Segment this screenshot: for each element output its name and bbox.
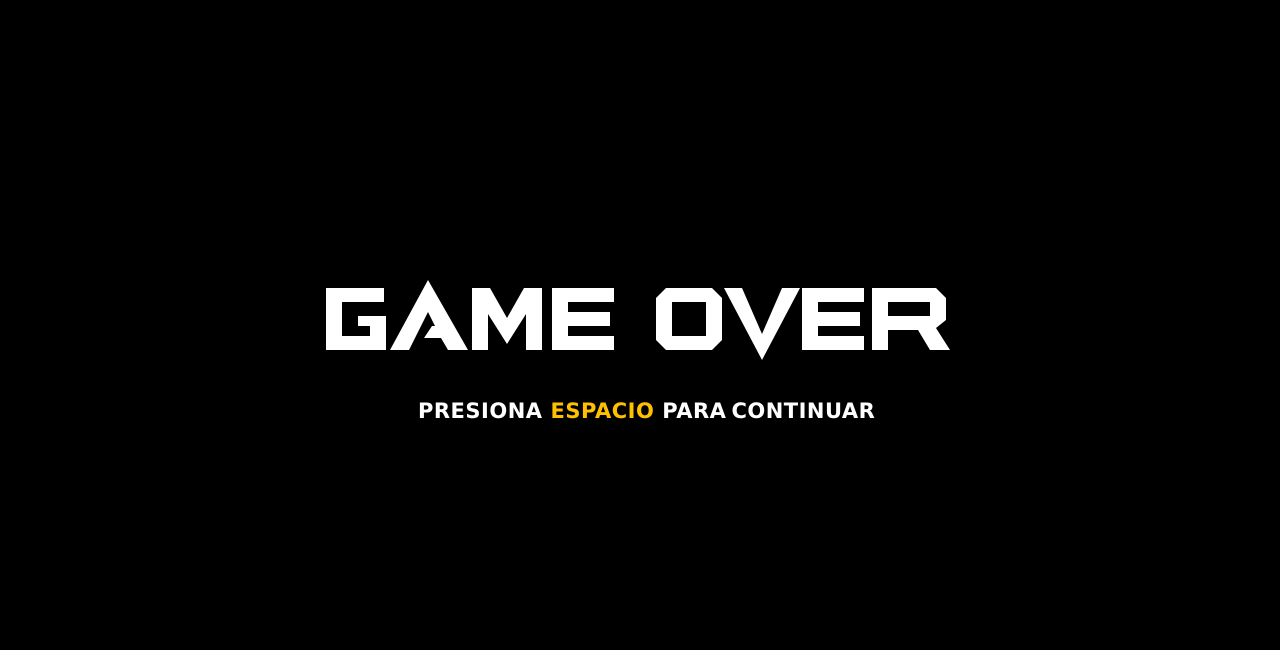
prompt-key-espacio: ESPACIO (550, 399, 655, 423)
game-over-title (320, 270, 960, 370)
title-letter-v (724, 288, 800, 360)
title-letter-o (656, 288, 722, 350)
continue-prompt (418, 395, 875, 427)
title-letter-r (872, 288, 950, 350)
prompt-suffix: CONTINUAR (731, 399, 876, 423)
title-letter-m (472, 288, 542, 350)
prompt-prefix: PRESIONA (418, 399, 543, 423)
title-letter-g (326, 288, 386, 350)
title-letter-e (552, 288, 614, 350)
title-letter-e2 (802, 288, 864, 350)
title-letter-a (390, 280, 468, 350)
prompt-middle: PARA (662, 399, 727, 423)
